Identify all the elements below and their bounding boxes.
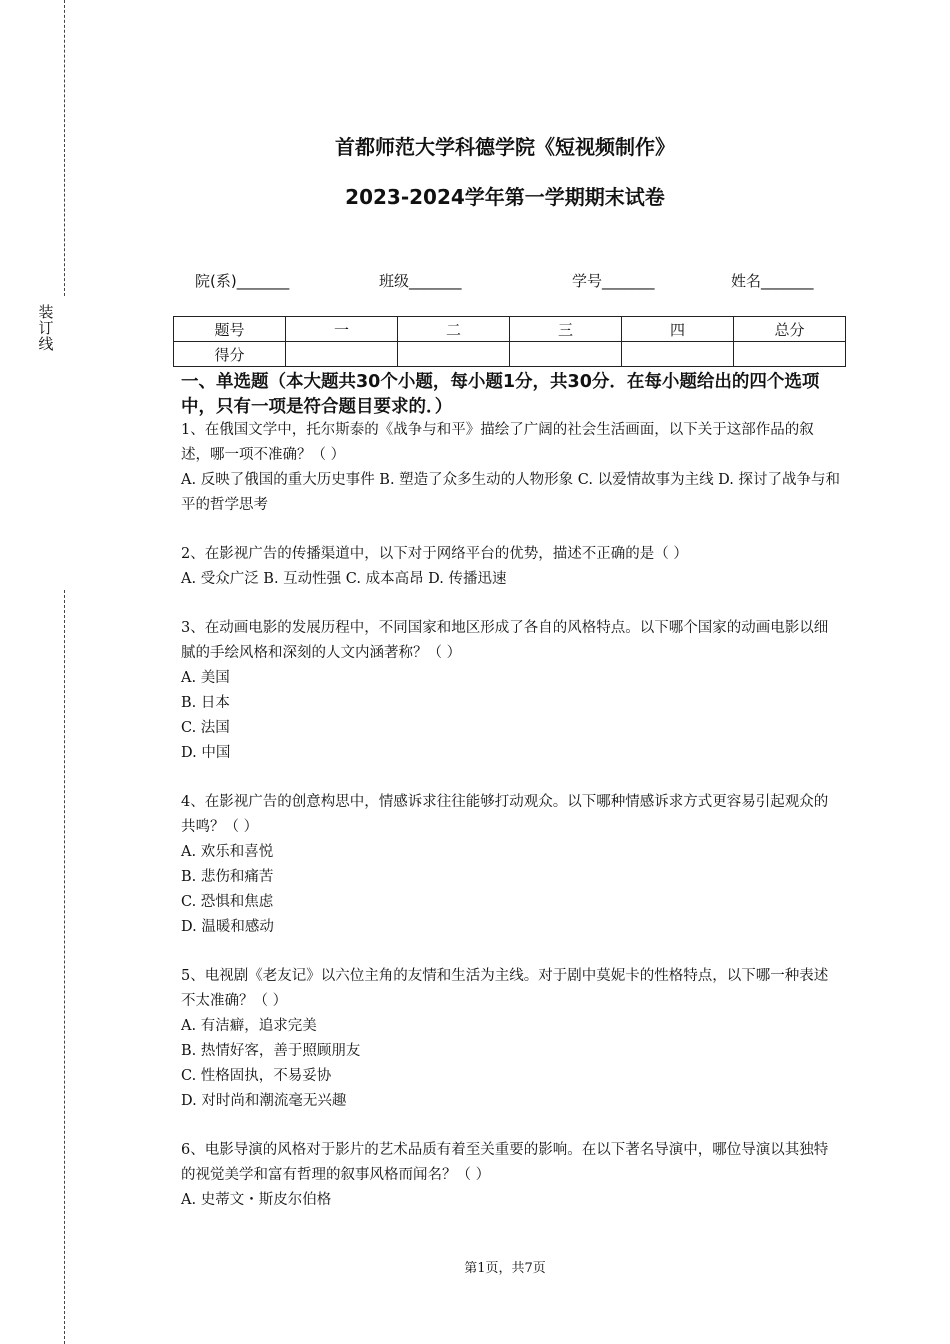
question-stem: 2、在影视广告的传播渠道中，以下对于网络平台的优势，描述不正确的是（ ） [181, 546, 688, 562]
score-table-score-row [174, 342, 846, 367]
question-option: C. 性格固执，不易妥协 [181, 1068, 332, 1084]
score-table-header-row [174, 317, 846, 342]
name-field: 姓名_______ [731, 272, 814, 290]
question-option: D. 对时尚和潮流毫无兴趣 [181, 1093, 347, 1109]
question-3 [181, 616, 841, 766]
question-option: A. 美国 [181, 670, 230, 686]
score-table-cell [622, 342, 734, 367]
score-table-cell: 二 [398, 317, 510, 342]
score-table-cell: 三 [510, 317, 622, 342]
question-option: A. 史蒂文・斯皮尔伯格 [181, 1192, 332, 1208]
question-option: D. 中国 [181, 745, 231, 761]
question-stem: 1、在俄国文学中，托尔斯泰的《战争与和平》描绘了广阔的社会生活画面，以下关于这部作品的叙述，哪一项不准确？（ ） [181, 422, 814, 463]
section-header: 一、单选题（本大题共30个小题，每小题1分，共30分．在每小题给出的四个选项中，只有一项是符合题目要求的．） [181, 372, 820, 417]
exam-title-line1: 首都师范大学科德学院《短视频制作》 [335, 135, 675, 159]
question-2 [181, 542, 841, 592]
question-options: A. 反映了俄国的重大历史事件 B. 塑造了众多生动的人物形象 C. 以爱情故事为主线 D. 探讨了战争与和平的哲学思考 [181, 472, 841, 513]
question-option: B. 日本 [181, 695, 230, 711]
question-options: A. 受众广泛 B. 互动性强 C. 成本高昂 D. 传播迅速 [181, 571, 507, 587]
question-option: C. 恐惧和焦虑 [181, 894, 274, 910]
question-4 [181, 790, 841, 940]
score-table-cell: 题号 [174, 317, 286, 342]
score-table-cell [286, 342, 398, 367]
score-table-cell: 一 [286, 317, 398, 342]
question-5 [181, 964, 841, 1114]
class-field: 班级_______ [379, 272, 462, 290]
question-1 [181, 418, 841, 518]
question-option: A. 有洁癖，追求完美 [181, 1018, 317, 1034]
score-table-cell [398, 342, 510, 367]
question-option: C. 法国 [181, 720, 230, 736]
score-table [173, 316, 846, 367]
question-stem: 6、电影导演的风格对于影片的艺术品质有着至关重要的影响。在以下著名导演中，哪位导演以其独特的视觉美学和富有哲理的叙事风格而闻名？（ ） [181, 1142, 829, 1183]
question-option: B. 悲伤和痛苦 [181, 869, 274, 885]
score-table-cell: 四 [622, 317, 734, 342]
page-number: 第1页，共7页 [464, 1261, 546, 1276]
binding-label: 装订线 [38, 303, 54, 353]
question-stem: 5、电视剧《老友记》以六位主角的友情和生活为主线。对于剧中莫妮卡的性格特点，以下哪一种表述不太准确？（ ） [181, 968, 829, 1009]
score-table-cell: 总分 [734, 317, 846, 342]
question-option: D. 温暖和感动 [181, 919, 274, 935]
question-option: A. 欢乐和喜悦 [181, 844, 274, 860]
department-field: 院(系)_______ [195, 272, 290, 290]
score-table-cell [510, 342, 622, 367]
student-id-field: 学号_______ [572, 272, 655, 290]
score-table-cell [734, 342, 846, 367]
question-option: B. 热情好客，善于照顾朋友 [181, 1043, 361, 1059]
binding-dashed-line-bottom [64, 590, 65, 1344]
student-info-fields [0, 270, 950, 292]
question-stem: 3、在动画电影的发展历程中，不同国家和地区形成了各自的风格特点。以下哪个国家的动画电影以细腻的手绘风格和深刻的人文内涵著称？（ ） [181, 620, 829, 661]
exam-title-line2: 2023-2024学年第一学期期末试卷 [345, 185, 665, 209]
question-6 [181, 1138, 841, 1213]
question-stem: 4、在影视广告的创意构思中，情感诉求往往能够打动观众。以下哪种情感诉求方式更容易引起观众的共鸣？（ ） [181, 794, 829, 835]
score-table-cell: 得分 [174, 342, 286, 367]
question-list [181, 418, 841, 1237]
